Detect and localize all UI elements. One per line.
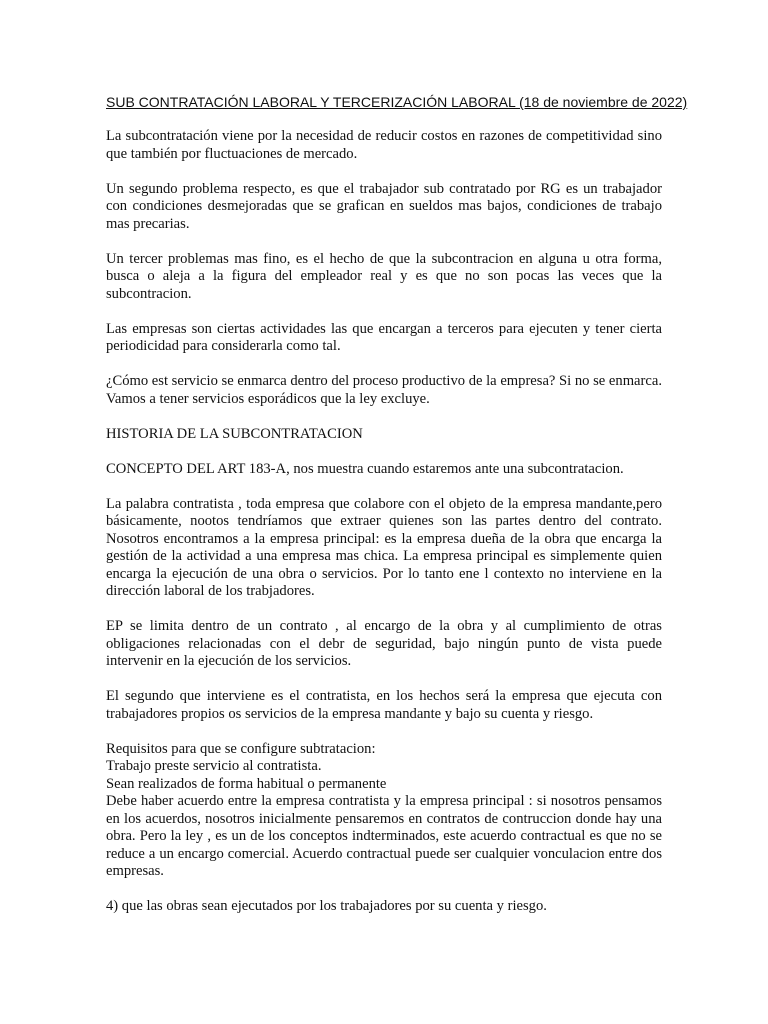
paragraph-3: Un tercer problemas mas fino, es el hecho de que la subcontracion en alguna u otra forma, busca o aleja a la figura del empleador real y es que no son pocas las veces que la subcontracion.: [106, 250, 662, 302]
paragraph-1: La subcontratación viene por la necesidad de reducir costos en razones de competitividad sino que también por fluctuaciones de mercado.: [106, 128, 662, 162]
document-title: SUB CONTRATACIÓN LABORAL Y TERCERIZACIÓN LABORAL (18 de noviembre de 2022): [106, 94, 688, 110]
paragraph-ep: EP se limita dentro de un contrato , al encargo de la obra y al cumplimiento de otras obligaciones relacionadas con el debr de seguridad, bajo ningún punto de vista puede intervenir en la ejecución de los servicios.: [106, 618, 662, 669]
paragraph-concepto: CONCEPTO DEL ART 183-A, nos muestra cuando estaremos ante una subcontratacion.: [106, 460, 624, 477]
requirement-line-2: Sean realizados de forma habitual o permanente: [106, 775, 387, 792]
paragraph-4: Las empresas son ciertas actividades las que encargan a terceros para ejecuten y tener cierta periodicidad para considerarla como tal.: [106, 320, 662, 354]
section-heading-historia: HISTORIA DE LA SUBCONTRATACION: [106, 425, 363, 442]
requirement-line-1: Trabajo preste servicio al contratista.: [106, 758, 322, 774]
paragraph-segundo: El segundo que interviene es el contratista, en los hechos será la empresa que ejecuta con trabajadores propios os servicios de la empresa mandante y bajo su cuenta y riesgo.: [106, 688, 662, 722]
requirements-block: [106, 741, 662, 881]
paragraph-final: 4) que las obras sean ejecutados por los trabajadores por su cuenta y riesgo.: [106, 898, 547, 914]
paragraph-5: ¿Cómo est servicio se enmarca dentro del proceso productivo de la empresa? Si no se enmarca. Vamos a tener servicios esporádicos que la ley excluye.: [106, 373, 662, 407]
requirement-line-3: Debe haber acuerdo entre la empresa contratista y la empresa principal : si nosotros pensamos en los acuerdos, nosotros inicialmente pensaremos en contratos de contruccion donde hay una obra. Pero la ley , es un de los conceptos indterminados, este acuerdo contractual es que no se reduce a un encargo comercial. Acuerdo contractual puede ser cualquier vonculacion entre dos empresas.: [106, 793, 662, 879]
paragraph-contratista: La palabra contratista , toda empresa que colabore con el objeto de la empresa mandante,pero básicamente, nootos tendríamos que extraer quienes son las partes dentro del contrato. Nosotros encontramos a la empresa principal: es la empresa dueña de la obra que encarga la gestión de la actividad a una empresa mas chica. La empresa principal es simplemente quien encarga la ejecución de una obra o servicios. Por lo tanto ene l contexto no interviene en la dirección laboral de los trabjadores.: [106, 495, 662, 599]
paragraph-2: Un segundo problema respecto, es que el trabajador sub contratado por RG es un trabajador con condiciones desmejoradas que se grafican en sueldos mas bajos, condiciones de trabajo mas precarias.: [106, 180, 662, 232]
requirements-heading: Requisitos para que se configure subtratacion:: [106, 740, 376, 757]
